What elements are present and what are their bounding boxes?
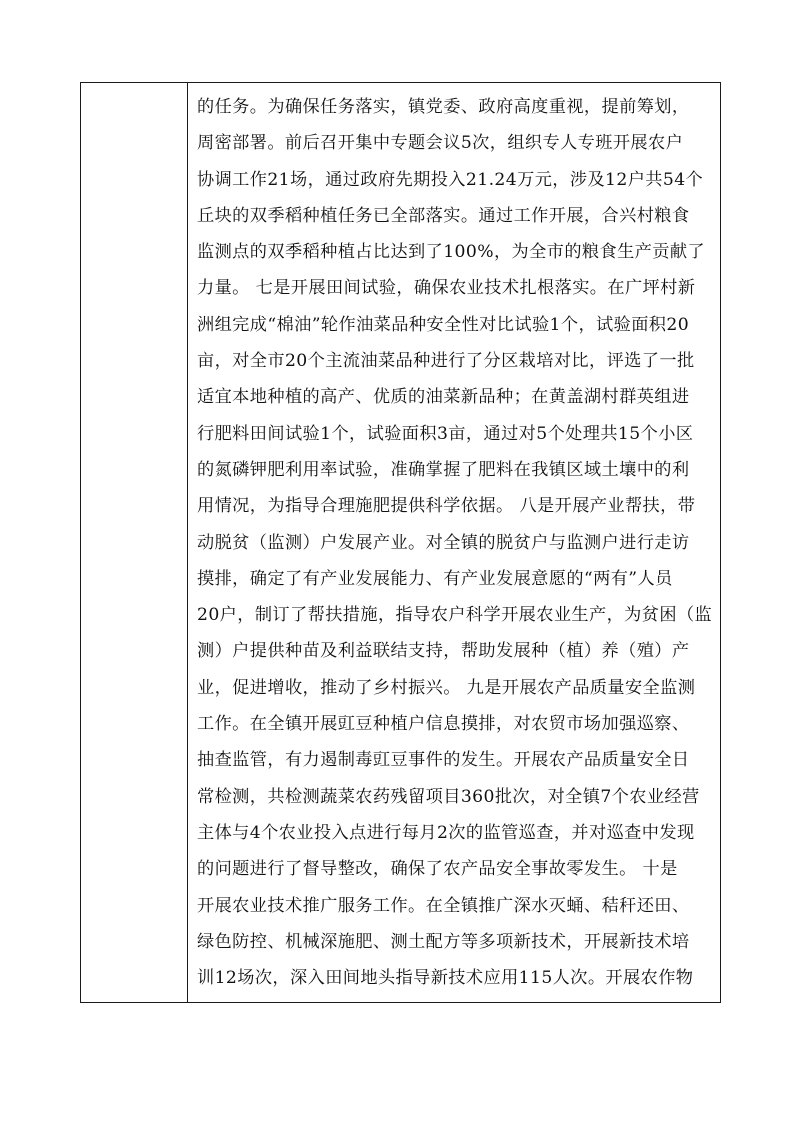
paragraph-line: 丘块的双季稻种植任务已全部落实。通过工作开展，合兴村粮食 bbox=[197, 205, 690, 226]
paragraph-line: 常检测，共检测蔬菜农药残留项目360批次，对全镇7个农业经营 bbox=[197, 786, 700, 807]
paragraph-line: 测）户提供种苗及利益联结支持，帮助发展种（植）养（殖）产 bbox=[197, 641, 690, 662]
paragraph-line: 训12场次，深入田间地头指导新技术应用115人次。开展农作物 bbox=[197, 968, 694, 989]
paragraph-line: 力量。 七是开展田间试验，确保农业技术扎根落实。在广坪村新 bbox=[197, 278, 696, 299]
paragraph-line: 摸排，确定了有产业发展能力、有产业发展意愿的“两有”人员 bbox=[197, 568, 673, 589]
paragraph-line: 动脱贫（监测）户发展产业。对全镇的脱贫户与监测户进行走访 bbox=[197, 532, 690, 553]
paragraph-line: 抽查监管，有力遏制毒豇豆事件的发生。开展农产品质量安全日 bbox=[197, 750, 690, 771]
paragraph-line: 的氮磷钾肥利用率试验，准确掌握了肥料在我镇区域土壤中的利 bbox=[197, 459, 690, 480]
paragraph-line: 亩，对全市20个主流油菜品种进行了分区栽培对比，评选了一批 bbox=[197, 351, 695, 372]
paragraph-line: 的任务。为确保任务落实，镇党委、政府高度重视，提前筹划， bbox=[197, 97, 690, 117]
paragraph-line: 的问题进行了督导整改，确保了农产品安全事故零发生。 十是 bbox=[197, 859, 678, 880]
paragraph-line: 周密部署。前后召开集中专题会议5次，组织专人专班开展农户 bbox=[197, 133, 684, 154]
table-label-cell bbox=[81, 83, 188, 1002]
table-content-cell bbox=[188, 83, 720, 1002]
paragraph-line: 20户，制订了帮扶措施，指导农户科学开展农业生产，为贫困（监 bbox=[197, 605, 712, 626]
paragraph-line: 主体与4个农业投入点进行每月2次的监管巡查，并对巡查中发现 bbox=[197, 822, 695, 843]
paragraph-line: 绿色防控、机械深施肥、测土配方等多项新技术，开展新技术培 bbox=[197, 931, 690, 952]
paragraph-line: 开展农业技术推广服务工作。在全镇推广深水灭蛹、秸秆还田、 bbox=[197, 895, 690, 916]
paragraph-line: 业，促进增收，推动了乡村振兴。 九是开展农产品质量安全监测 bbox=[197, 677, 696, 698]
paragraph-line: 行肥料田间试验1个，试验面积3亩，通过对5个处理共15个小区 bbox=[197, 423, 694, 444]
paragraph-line: 监测点的双季稻种植占比达到了100%，为全市的粮食生产贡献了 bbox=[197, 242, 706, 263]
paragraph-line: 协调工作21场，通过政府先期投入21.24万元，涉及12户共54个 bbox=[197, 169, 704, 190]
paragraph-line: 洲组完成“棉油”轮作油菜品种安全性对比试验1个，试验面积20 bbox=[197, 314, 690, 335]
paragraph-line: 适宜本地种植的高产、优质的油菜新品种；在黄盖湖村群英组进 bbox=[197, 387, 690, 408]
paragraph-line: 工作。在全镇开展豇豆种植户信息摸排，对农贸市场加强巡察、 bbox=[197, 714, 690, 735]
paragraph-line: 用情况，为指导合理施肥提供科学依据。 八是开展产业帮扶，带 bbox=[197, 496, 696, 517]
document-table bbox=[80, 82, 721, 1003]
